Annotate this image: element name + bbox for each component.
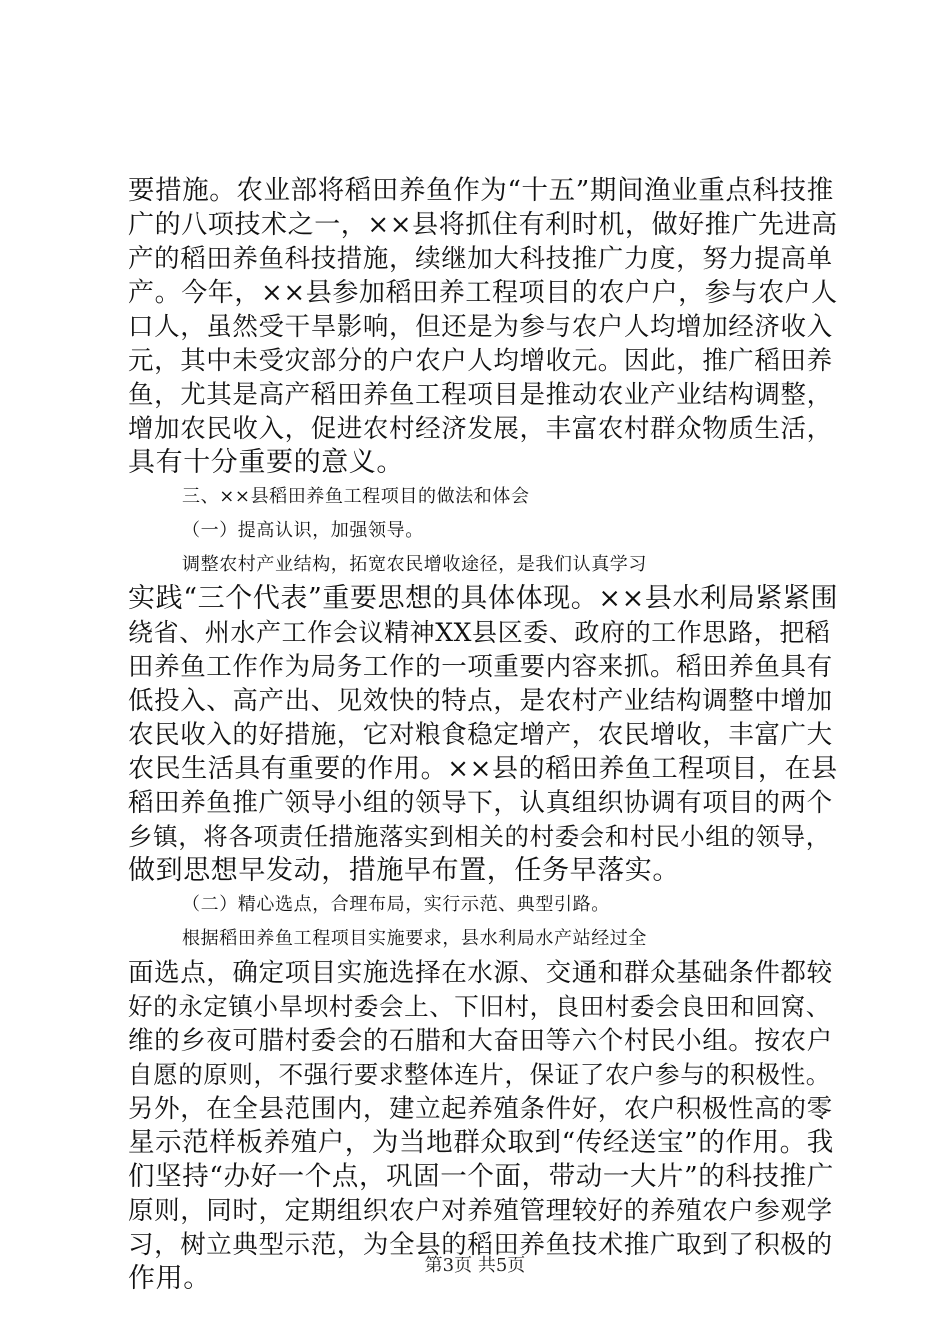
text-line: 绕省、州水产工作会议精神XX县区委、政府的工作思路，把稻: [128, 618, 831, 647]
text-line: 农民生活具有重要的作用。××县的稻田养鱼工程项目，在县: [128, 754, 838, 784]
text-line: 产的稻田养鱼科技措施，续继加大科技推广力度，努力提高单: [128, 244, 833, 274]
text-line: 星示范样板养殖户，为当地群众取到“传经送宝”的作用。我: [128, 1127, 834, 1158]
text-line: 三、××县稻田养鱼工程项目的做法和体会: [182, 486, 530, 507]
text-line: （一）提高认识，加强领导。: [182, 520, 424, 541]
text-line: 低投入、高产出、见效快的特点，是农村产业结构调整中增加: [128, 686, 833, 716]
text-line: 根据稻田养鱼工程项目实施要求，县水利局水产站经过全: [182, 928, 647, 949]
text-line: 鱼，尤其是高产稻田养鱼工程项目是推动农业产业结构调整，: [128, 380, 833, 410]
text-line: 实践“三个代表”重要思想的具体体现。××县水利局紧紧围: [128, 583, 839, 614]
text-line: 口人，虽然受干旱影响，但还是为参与农户人均增加经济收入: [128, 312, 833, 342]
text-line: 做到思想早发动，措施早布置，任务早落实。: [128, 855, 680, 886]
text-line: 农民收入的好措施，它对粮食稳定增产，农民增收，丰富广大: [128, 720, 833, 750]
text-line: 原则，同时，定期组织农户对养殖管理较好的养殖农户参观学: [128, 1196, 833, 1226]
text-line: 自愿的原则，不强行要求整体连片，保证了农户参与的积极性。: [128, 1060, 831, 1089]
text-line: 稻田养鱼推广领导小组的领导下，认真组织协调有项目的两个: [128, 788, 833, 818]
text-line: 广的八项技术之一，××县将抓住有利时机，做好推广先进高: [128, 210, 838, 240]
text-line: 好的永定镇小旱坝村委会上、下旧村，良田村委会良田和回窝、: [128, 992, 831, 1021]
text-line: （二）精心选点，合理布局，实行示范、典型引路。: [182, 894, 610, 915]
text-line: 具有十分重要的意义。: [128, 447, 404, 478]
text-line: 作用。: [128, 1263, 211, 1294]
text-line: 们坚持“办好一个点，巩固一个面，带动一大片”的科技推广: [128, 1161, 834, 1192]
text-line: 增加农民收入，促进农村经济发展，丰富农村群众物质生活，: [128, 414, 833, 444]
text-line: 调整农村产业结构，拓宽农民增收途径，是我们认真学习: [182, 554, 647, 575]
text-line: 习，树立典型示范，为全县的稻田养鱼技术推广取到了积极的: [128, 1230, 833, 1260]
text-line: 要措施。农业部将稻田养鱼作为“十五”期间渔业重点科技推: [128, 175, 834, 206]
text-line: 田养鱼工作作为局务工作的一项重要内容来抓。稻田养鱼具有: [128, 652, 833, 682]
text-line: 产。今年，××县参加稻田养工程项目的农户户，参与农户人: [128, 278, 838, 308]
text-line: 维的乡夜可腊村委会的石腊和大奋田等六个村民小组。按农户: [128, 1026, 833, 1056]
page-footer: 第3页 共5页: [424, 1255, 526, 1276]
text-line: 乡镇，将各项责任措施落实到相关的村委会和村民小组的领导，: [128, 822, 831, 851]
text-line: 面选点，确定项目实施选择在水源、交通和群众基础条件都较: [128, 958, 833, 988]
text-line: 元，其中未受灾部分的户农户人均增收元。因此，推广稻田养: [128, 346, 833, 376]
text-line: 另外，在全县范围内，建立起养殖条件好，农户积极性高的零: [128, 1094, 833, 1124]
document-body: [128, 174, 840, 1296]
